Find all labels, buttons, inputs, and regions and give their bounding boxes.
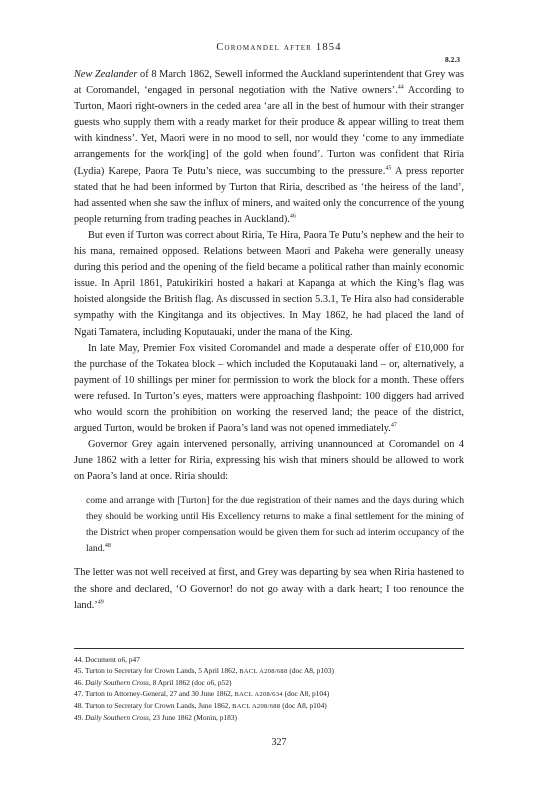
footnote-number: 44. bbox=[74, 655, 84, 664]
paragraph-1-text-a: of 8 March 1862, Sewell informed the Auckland superintendent that Grey was at Coromandel, ‘engaged in personal negotiation with the Native owners’. bbox=[74, 69, 464, 97]
archive-reference: BACL A208/688 bbox=[239, 667, 288, 675]
block-quote bbox=[86, 493, 464, 557]
paragraph-1-text-c: A press reporter stated that he had been informed by Turton that Riria, described as ‘the heiress of the land’, had assented when she saw the influx of miners, and waited only the concurrence of the young people returning from trading peaches in Auckland). bbox=[74, 165, 464, 225]
footnotes bbox=[74, 648, 464, 723]
paragraph-5 bbox=[74, 565, 464, 613]
paragraph-4: Governor Grey again intervened personally, arriving unannounced at Coromandel on 4 June 1862 with a letter for Riria, expressing his wish that miners should be allowed to work on Paora’s land at once. Riria should: bbox=[74, 439, 464, 483]
footnote-number: 48. bbox=[74, 700, 84, 710]
footnote-ref-47[interactable]: 47 bbox=[390, 422, 397, 429]
footnote-ref-44[interactable]: 44 bbox=[397, 84, 404, 91]
newspaper-title: Daily Southern Cross bbox=[85, 712, 149, 722]
footnote-46 bbox=[74, 678, 464, 689]
footnote-number: 46. bbox=[74, 677, 84, 687]
footnote-text: , 23 June 1862 (Monin, p183) bbox=[148, 712, 237, 722]
newspaper-title: New Zealander bbox=[74, 69, 138, 80]
footnote-text: (doc A8, p104) bbox=[280, 700, 327, 710]
footnote-text: , 8 April 1862 (doc o6, p52) bbox=[148, 677, 232, 687]
newspaper-title: Daily Southern Cross bbox=[85, 677, 149, 687]
footnote-text: (doc A8, p104) bbox=[282, 688, 330, 698]
footnote-number: 47. bbox=[74, 688, 84, 698]
footnote-text: Turton to Secretary for Crown Lands, 5 April 1862, bbox=[84, 665, 240, 675]
footnote-45 bbox=[74, 666, 464, 678]
paragraph-5-text: The letter was not well received at first, and Grey was departing by sea when Riria hastened to the shore and declared, ‘O Governor! do not go away with a dark heart; I too renounce the land.’ bbox=[74, 567, 464, 611]
section-number: 8.2.3 bbox=[445, 55, 460, 64]
footnote-text: (doc A8, p103) bbox=[287, 665, 334, 675]
footnote-47 bbox=[74, 689, 464, 701]
footnote-number: 49. bbox=[74, 712, 84, 722]
footnote-ref-48[interactable]: 48 bbox=[104, 543, 111, 550]
footnote-number: 45. bbox=[74, 665, 84, 675]
footnote-text: Turton to Secretary for Crown Lands, June 1862, bbox=[84, 700, 233, 710]
footnote-48 bbox=[74, 701, 464, 713]
footnote-ref-49[interactable]: 49 bbox=[97, 599, 104, 606]
paragraph-1-text-b: According to Turton, Maori right-owners in the ceded area ‘are all in the best of humour with their stranger guests who supply them with a ready market for their produce & appear willing to treat them with kindness’. Yet, Maori were in no mood to sell, nor would they ‘come to any immediate arrangements for the work[ing] of the gold when found’. Turton was confident that Riria (Lydia) Karepe, Paora Te Putu’s niece, was succumbing to the pressure. bbox=[74, 85, 464, 177]
paragraph-3-text: In late May, Premier Fox visited Coromandel and made a desperate offer of £10,000 for the purchase of the Tokatea block – which included the Koputauaki land – or, alternatively, a payment of 10 shillings per miner for permission to work the block for a month. These offers were refused. In Turton’s eyes, matters were approaching flashpoint: 100 diggers had arrived who would scorn the prohibition on working the reserved land; the peace of the district, argued Turton, would be broken if Paora’s land was not opened immediately. bbox=[74, 342, 464, 435]
footnote-text: Turton to Attorney-General, 27 and 30 June 1862, bbox=[84, 688, 235, 698]
paragraph-2: But even if Turton was correct about Riria, Te Hira, Paora Te Putu’s nephew and the heir to his mana, remained opposed. Relations between Maori and Pakeha were generally uneasy during this period and the opening of the field became a political rather than mainly economic issue. In April 1861, Patukirikiri hosted a hakari at Kapanga at which the King’s flag was hoisted alongside the British flag. As discussed in section 5.3.1, Te Hira also had considerable sympathy with the Kingitanga and its objectives. In May 1862, he had placed the land of Ngati Tamatera, including Koputauaki, under the mana of the King. bbox=[74, 229, 464, 338]
archive-reference: BACL A208/688 bbox=[232, 702, 281, 710]
archive-reference: BACL A208/634 bbox=[234, 690, 283, 698]
block-quote-text: come and arrange with [Turton] for the due registration of their names and the days during which they should be working until His Excellency returns to make a final settlement for the mining of the District when proper compensation would be given them for such ad interim occupancy of the land. bbox=[86, 495, 464, 555]
footnote-44 bbox=[74, 655, 464, 666]
footnote-ref-46[interactable]: 46 bbox=[289, 213, 296, 220]
footnote-ref-45[interactable]: 45 bbox=[385, 165, 392, 172]
footnote-text: Document o6, p47 bbox=[85, 655, 140, 664]
running-head: Coromandel after 1854 bbox=[216, 42, 342, 53]
paragraph-1 bbox=[74, 67, 464, 228]
body-text bbox=[74, 67, 464, 614]
footnote-49 bbox=[74, 713, 464, 724]
page-number: 327 bbox=[271, 737, 287, 748]
paragraph-3 bbox=[74, 341, 464, 438]
